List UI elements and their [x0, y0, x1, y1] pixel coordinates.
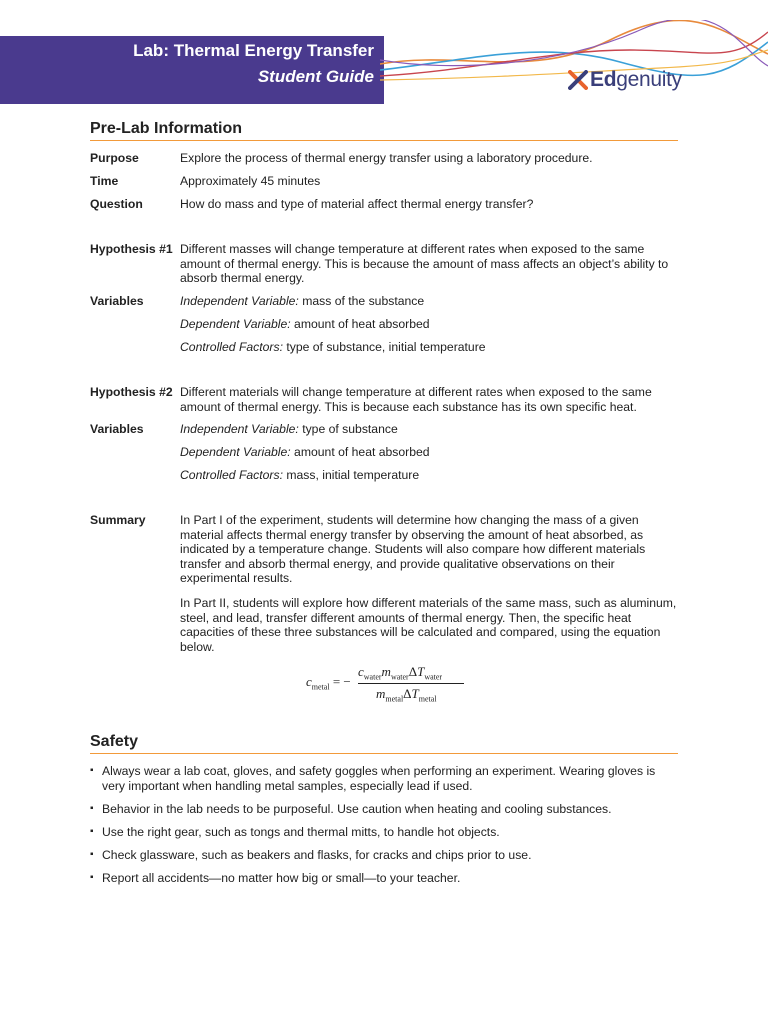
time-text: Approximately 45 minutes [180, 174, 321, 188]
variables-2-label: Variables [90, 422, 144, 436]
equation-denominator: $m_{metal}\Delta T_{metal}$ [376, 686, 437, 704]
question-text: How do mass and type of material affect thermal energy transfer? [180, 197, 534, 211]
summary-label: Summary [90, 513, 146, 527]
list-item: ▪ Always wear a lab coat, gloves, and safety goggles when performing an experiment. Wearing gloves is very important when handling metal samples, especially lead if used. [90, 764, 680, 793]
v2-dependent: Dependent Variable: amount of heat absorbed [180, 445, 430, 459]
equation-lhs: $c_{metal}$ = − [306, 674, 351, 692]
logo-x-icon [568, 70, 588, 90]
prelab-heading: Pre-Lab Information [90, 120, 678, 141]
hypothesis-1-text: Different masses will change temperature at different rates when exposed to the same amount of thermal energy. This is because the amount of mass affects an object’s ability to absorb thermal energy. [180, 242, 669, 286]
document-title: Lab: Thermal Energy Transfer [133, 41, 374, 60]
equation-numerator: $c_{water}m_{water}\Delta T_{water}$ [358, 664, 443, 682]
hypothesis-2-label: Hypothesis #2 [90, 385, 173, 399]
list-item: ▪ Use the right gear, such as tongs and thermal mitts, to handle hot objects. [90, 825, 680, 840]
variables-1-label: Variables [90, 294, 144, 308]
hypothesis-2-text: Different materials will change temperature at different rates when exposed to the same amount of thermal energy. This is because each substance has its own specific heat. [180, 385, 652, 414]
fraction-bar [358, 683, 464, 684]
purpose-text: Explore the process of thermal energy transfer using a laboratory procedure. [180, 151, 593, 165]
logo-text: Edgenuity [590, 68, 682, 91]
v1-independent: Independent Variable: mass of the substance [180, 294, 425, 308]
hypothesis-1-label: Hypothesis #1 [90, 242, 173, 256]
document-subtitle: Student Guide [257, 67, 374, 86]
time-label: Time [90, 174, 119, 188]
v2-controlled: Controlled Factors: mass, initial temperature [180, 468, 420, 482]
header-banner [0, 36, 384, 104]
question-label: Question [90, 197, 143, 211]
list-item: ▪ Report all accidents—no matter how big or small—to your teacher. [90, 871, 680, 886]
list-item: ▪ Behavior in the lab needs to be purposeful. Use caution when heating and cooling substances. [90, 802, 680, 817]
v2-independent: Independent Variable: type of substance [180, 422, 398, 436]
safety-list [90, 764, 680, 894]
purpose-label: Purpose [90, 151, 139, 165]
v1-dependent: Dependent Variable: amount of heat absorbed [180, 317, 430, 331]
v1-controlled: Controlled Factors: type of substance, initial temperature [180, 340, 486, 354]
list-item: ▪ Check glassware, such as beakers and flasks, for cracks and chips prior to use. [90, 848, 680, 863]
safety-heading: Safety [90, 733, 678, 754]
summary-paragraph-1: In Part I of the experiment, students will determine how changing the mass of a given material affects thermal energy transfer by observing the amount of heat absorbed, as indicated by a temperature change. Students will also compare how different materials transfer and absorb thermal energy, and provide qualitative observations on their experimental results. [180, 513, 646, 586]
summary-paragraph-2: In Part II, students will explore how different materials of the same mass, such as aluminum, steel, and lead, transfer different amounts of thermal energy. Then, the specific heat capacities of these three substances will be calculated and compared, using the equation below. [180, 596, 677, 654]
